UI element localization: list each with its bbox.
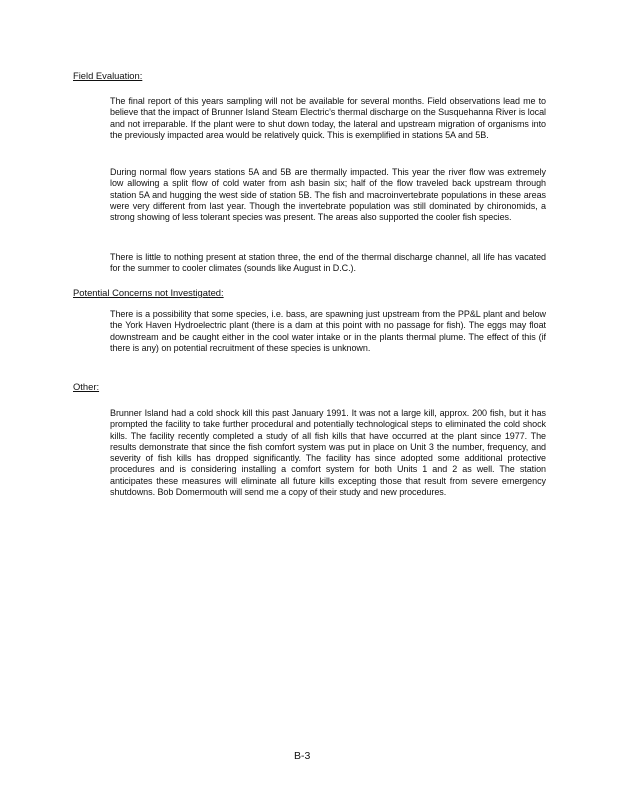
page-number: B-3: [294, 750, 311, 762]
section-heading-potential-concerns: Potential Concerns not Investigated:: [73, 287, 224, 298]
field-evaluation-paragraph-3: There is little to nothing present at station three, the end of the thermal discharge channel, all life has vacated for the summer to cooler climates (sounds like August in D.C.).: [110, 252, 546, 274]
field-evaluation-paragraph-2: During normal flow years stations 5A and 5B are thermally impacted. This year the river flow was extremely low allowing a split flow of cold water from ash basin six; half of the flow traveled back upstream through station 5A and hugging the west side of station 5B. The fish and macroinvertebrate populations in these areas were very different from last year. Though the invertebrate population was still dominated by chironomids, a strong showing of less tolerant species was present. The areas also supported the cooler fish species.: [110, 167, 546, 223]
section-heading-field-evaluation: Field Evaluation:: [73, 70, 143, 81]
potential-concerns-paragraph: There is a possibility that some species, i.e. bass, are spawning just upstream from the PP&L plant and below the York Haven Hydroelectric plant (there is a dam at this point with no passage for fish). The eggs may float downstream and be caught either in the cool water intake or in the plants thermal plume. The effect of this (if there is any) on potential recruitment of these species is unknown.: [110, 309, 546, 353]
field-evaluation-paragraph-1: The final report of this years sampling will not be available for several months. Field observations lead me to believe that the impact of Brunner Island Steam Electric's thermal discharge on the Susquehanna River is local and not irreparable. If the plant were to shut down today, the lateral and upstream migration of organisms into the previously impacted area would be relatively quick. This is exemplified in stations 5A and 5B.: [110, 96, 546, 140]
section-heading-other: Other:: [73, 381, 100, 392]
other-paragraph: Brunner Island had a cold shock kill this past January 1991. It was not a large kill, approx. 200 fish, but it has prompted the facility to take further procedural and potentially technological steps to eliminated the cold shock kills. The facility recently completed a study of all fish kills that have occurred at the plant since 1977. The results demonstrate that since the fish comfort system was put in place on Unit 3 the number, frequency, and severity of fish kills has dropped significantly. The facility has since adopted some additional protective procedures and is considering installing a comfort system for both Units 1 and 2 as well. The station anticipates these measures will eliminate all future kills excepting those that result from severe emergency shutdowns. Bob Domermouth will send me a copy of their study and new procedures.: [110, 408, 546, 498]
